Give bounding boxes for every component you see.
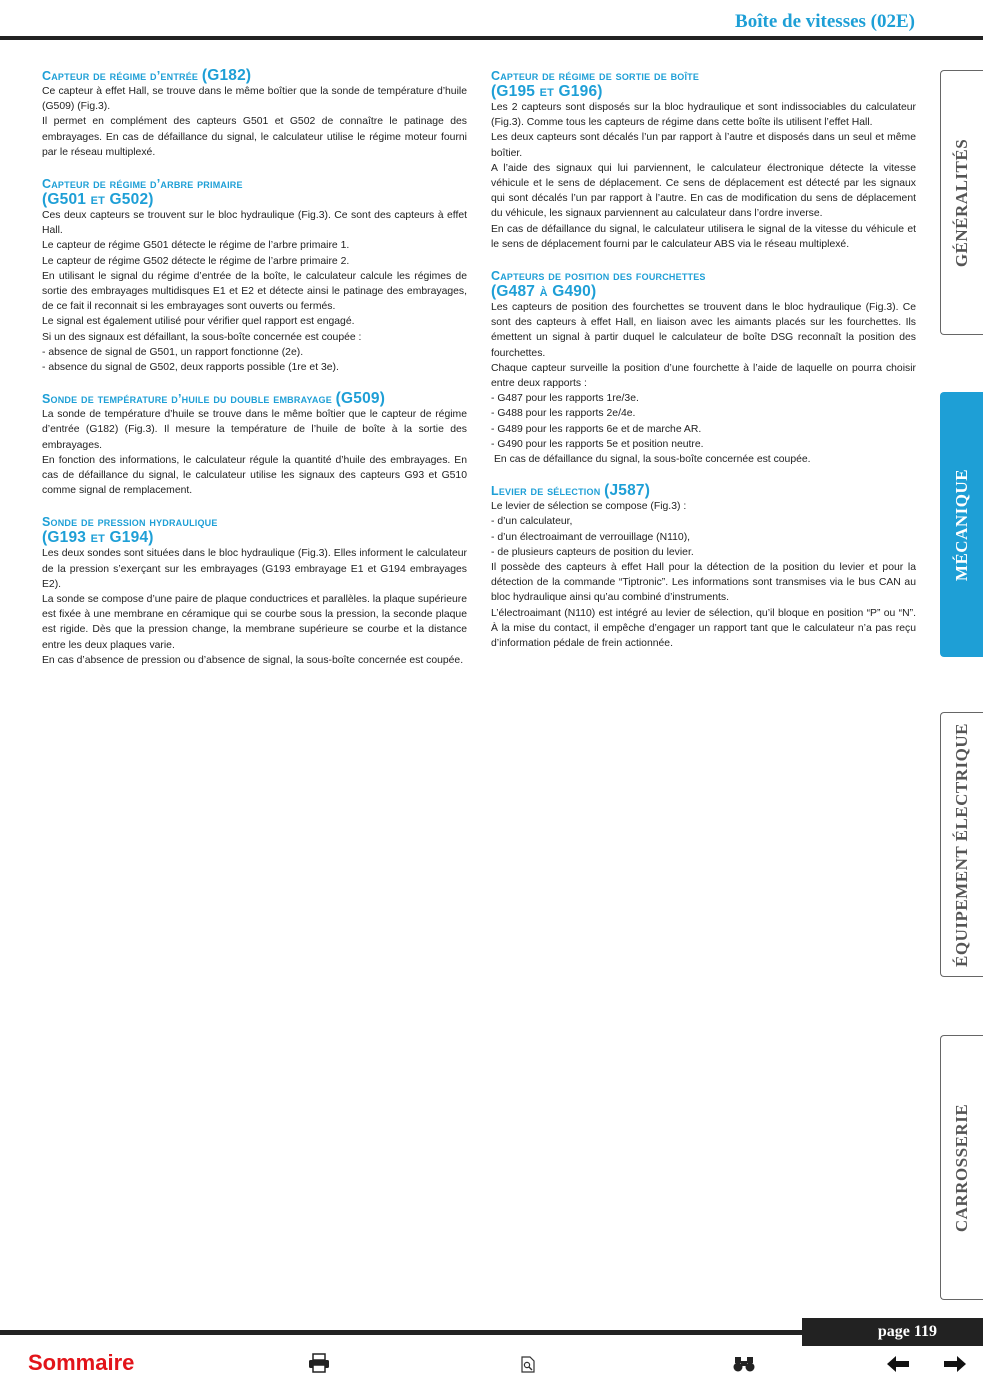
section-title: Levier de sélection (J587) [491,482,651,500]
section-title: Capteur de régime de sortie de boîte (G195 et G196) [491,69,700,100]
paragraph: En cas d’absence de pression ou d’absence de signal, la sous-boîte concernée est coupée. [42,654,464,666]
paragraph: Ce capteur à effet Hall, se trouve dans le même boîtier que la sonde de température d’huile (G509) (Fig.3). [42,86,467,113]
paragraph: A l’aide des signaux qui lui parviennent, le calculateur électronique détecte la vitesse véhicule et le sens de déplacement. Ce sens de déplacement est détecté par les signaux qui sont décalés l’un par rapport à l’autre. En cas de modification du sens de déplacement du véhicule, les signaux parviennent au calculateur dans l’ordre inverse. [491,162,916,220]
paragraph: Ces deux capteurs se trouvent sur le bloc hydraulique (Fig.3). Ce sont des capteurs à effet Hall. [42,210,467,237]
paragraph: Les deux capteurs sont décalés l’un par rapport à l’autre et disposés dans un seul et même boîtier. [491,132,916,159]
section-g193-g194 [42,514,467,668]
paragraph: - absence de signal de G501, un rapport fonctionne (2e). [42,346,304,358]
printer-icon[interactable] [308,1353,330,1373]
paragraph: Le levier de sélection se compose (Fig.3) : [491,501,687,513]
section-j587 [491,483,916,651]
paragraph: En utilisant le signal du régime d’entrée de la boîte, le calculateur calcule les régimes de sortie des embrayages multidisques E1 et E2 et détecte ainsi le patinage des embrayages, de ce fait il reconnait si les embrayages sont ouverts ou fermés. [42,270,467,313]
section-title: Capteurs de position des fourchettes (G487 à G490) [491,269,706,301]
section-title: Capteur de régime d’arbre primaire (G501 et G502) [42,177,243,209]
section-title: Sonde de température d’huile du double embrayage (G509) [42,390,386,408]
paragraph: Chaque capteur surveille la position d’une fourchette à l’aide de laquelle on pourra choisir entre deux rapports : [491,362,916,390]
page-number: page 119 [802,1318,983,1346]
paragraph: - G489 pour les rapports 6e et de marche AR. [491,423,702,435]
paragraph: - de plusieurs capteurs de position du levier. [491,546,694,558]
paragraph: - d’un calculateur, [491,516,573,528]
paragraph: - absence du signal de G502, deux rapports possible (1re et 3e). [42,362,339,374]
paragraph: Les deux sondes sont situées dans le bloc hydraulique (Fig.3). Elles informent le calculateur de la pression s’exerçant sur les embrayages (G193 embrayage E1 et G194 embrayages E2). [42,548,467,590]
left-column [42,68,467,684]
sommaire-link[interactable]: Sommaire [28,1350,135,1375]
right-column [491,68,916,667]
paragraph: En cas de défaillance du signal, le calculateur utilisera le signal de la vitesse du véhicule et le sens de déplacement fourni par le calculateur ABS via le réseau multiplexé. [491,223,916,250]
arrow-right-icon[interactable] [944,1356,966,1372]
section-g195-g196 [491,68,916,252]
tab-generalites[interactable] [940,70,983,335]
paragraph: Si un des signaux est défaillant, la sous-boîte concernée est coupée : [42,331,362,343]
paragraph: En cas de défaillance du signal, la sous-boîte concernée est coupée. [494,454,811,466]
tab-mecanique[interactable] [940,392,983,657]
section-g182 [42,68,467,160]
tab-label: GÉNÉRALITÉS [952,138,972,267]
tab-label: ÉQUIPEMENT ÉLECTRIQUE [952,722,972,967]
tab-carrosserie[interactable] [940,1035,983,1300]
tab-equipement-electrique[interactable] [940,712,983,977]
paragraph: Les 2 capteurs sont disposés sur la bloc hydraulique et sont indissociables du calculateur (Fig.3). Comme tous les capteurs de régime dans cette boîte ils utilisent l’effet Hall. [491,102,916,129]
paragraph: Il permet en complément des capteurs G501 et G502 de connaître le patinage des embrayages. En cas de défaillance du signal, le calculateur utilise le régime moteur fourni par le réseau multiplexé. [42,116,467,158]
paragraph: - G487 pour les rapports 1re/3e. [491,393,639,405]
paragraph: Il possède des capteurs à effet Hall pour la détection de la position du levier et pour la détection de la commande “Tiptronic”. Les informations sont transmises via le bus CAN au bloc hydraulique ainsi qu’au combiné d’instruments. [491,562,916,604]
paragraph: - G488 pour les rapports 2e/4e. [491,408,636,420]
paragraph: La sonde se compose d’une paire de plaque conductrices et parallèles. la plaque supérieure est fixée à une membrane en céramique qui se courbe sous la pression, la seconde plaque est rigide. Dès que la pression change, la membrane supérieure se courbe et la distance entre les deux plaques varie. [42,594,467,651]
paragraph: Le capteur de régime G502 détecte le régime de l’arbre primaire 2. [42,255,350,267]
binoculars-icon[interactable] [733,1354,755,1373]
section-title: Capteur de régime d’entrée (G182) [42,67,252,84]
paragraph: Le signal est également utilisé pour vérifier quel rapport est engagé. [42,316,355,328]
paragraph: - G490 pour les rapports 5e et position neutre. [491,438,704,450]
section-title: Sonde de pression hydraulique (G193 et G194) [42,515,218,547]
tab-label: MÉCANIQUE [952,468,972,581]
paragraph: L’électroaimant (N110) est intégré au levier de sélection, qu’il bloque en position “P” ou “N”. À la mise du contact, il empêche d’engager un rapport tant que le calculateur n’a pas reçu d’information pédale de frein actionnée. [491,607,916,650]
paragraph: En fonction des informations, le calculateur régule la quantité d’huile des embrayages. En cas de défaillance du signal, le calculateur utilise les signaux des capteurs G93 et G510 comme signal de remplacement. [42,454,467,497]
tab-label: CARROSSERIE [952,1103,971,1232]
section-g509 [42,391,467,498]
arrow-left-icon[interactable] [887,1356,909,1372]
zoom-icon[interactable] [520,1356,536,1373]
document-title: Boîte de vitesses (02E) [735,11,915,32]
paragraph: Le capteur de régime G501 détecte le régime de l’arbre primaire 1. [42,240,350,252]
header-rule [0,36,983,40]
section-g487-g490 [491,268,916,467]
section-g501-g502 [42,176,467,375]
paragraph: - d’un électroaimant de verrouillage (N110), [491,531,691,543]
paragraph: La sonde de température d’huile se trouve dans le même boîtier que le capteur de régime d’entrée (G182) (Fig.3). Il mesure la température de l’huile de boîte à la sortie des embrayages. [42,409,467,451]
paragraph: Les capteurs de position des fourchettes se trouvent dans le bloc hydraulique (Fig.3). Ce sont des capteurs à effet Hall, en liaison avec les aimants placés sur les fourchettes. Ils émettent un signal à partir duquel le calculateur de boîte DSG reconnaît la position des fourchettes. [491,302,916,359]
